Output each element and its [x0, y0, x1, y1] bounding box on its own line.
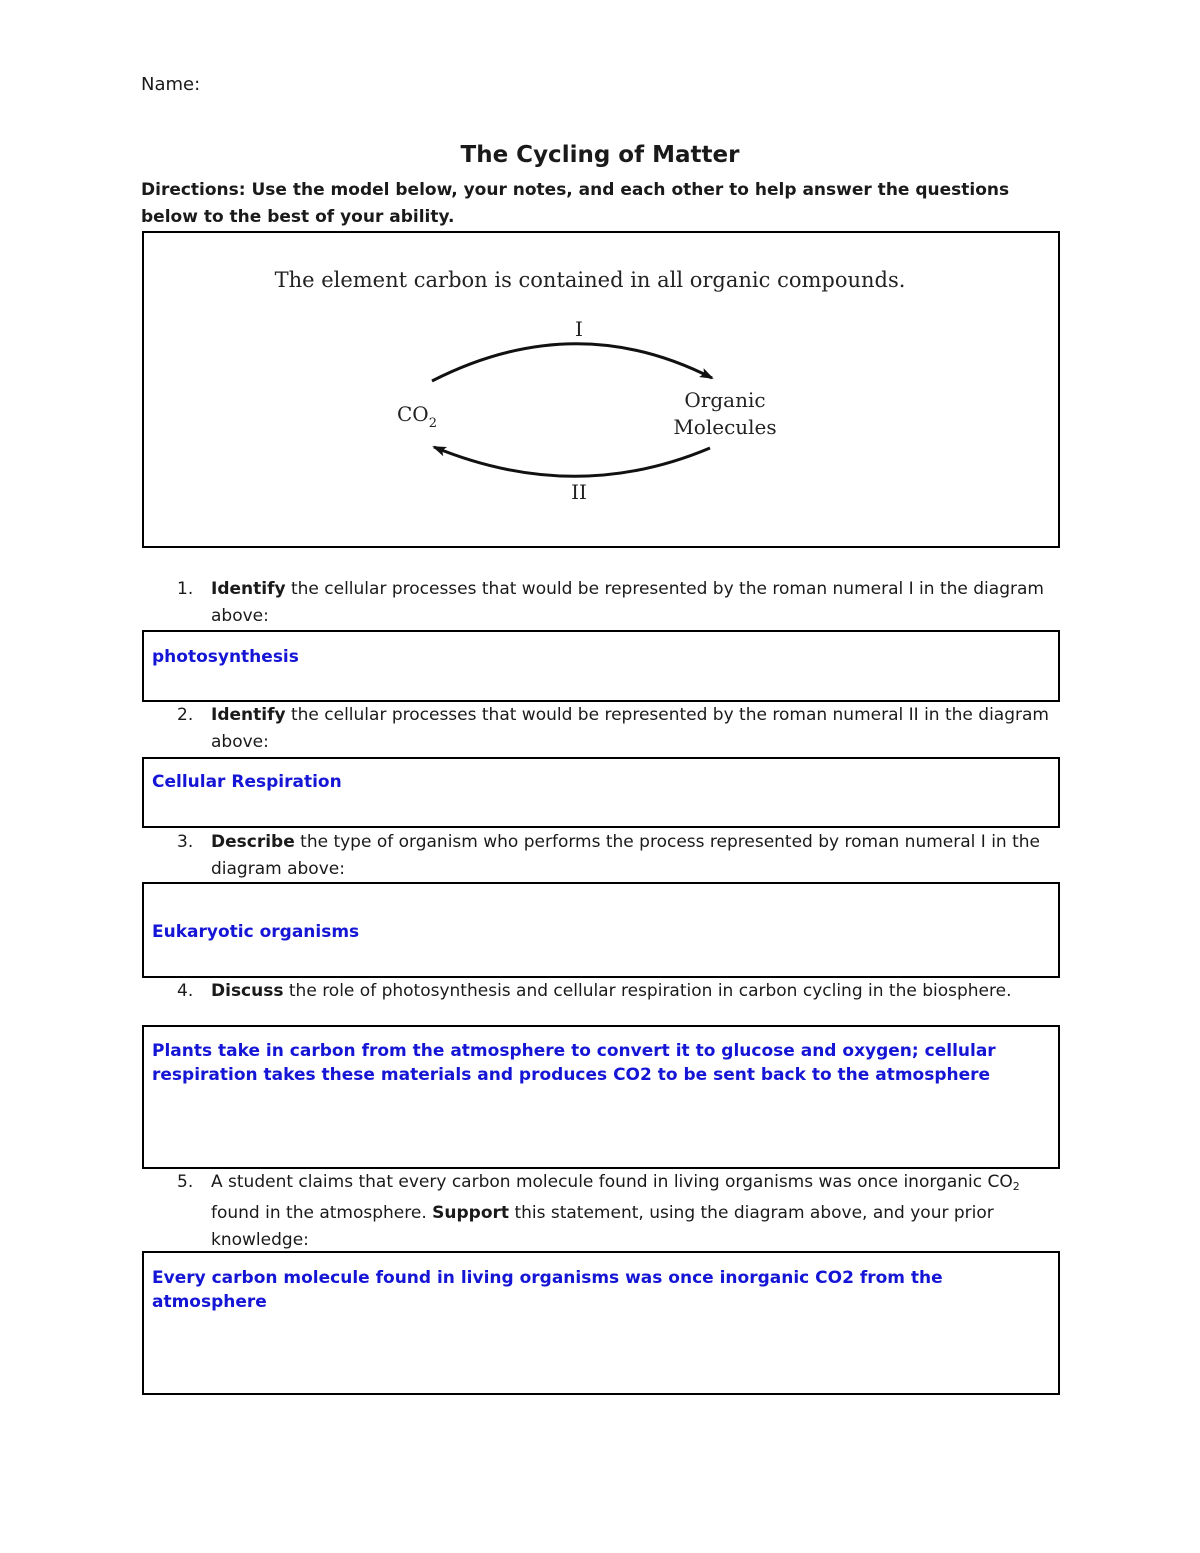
question-3	[141, 829, 1051, 883]
question-body-before: A student claims that every carbon molecule found in living organisms was once inorganic CO	[211, 1172, 1013, 1192]
question-body: the role of photosynthesis and cellular respiration in carbon cycling in the biosphere.	[288, 981, 1012, 1001]
answer-text: Cellular Respiration	[152, 772, 342, 792]
question-subscript: 2	[1012, 1180, 1020, 1193]
arrow-two	[434, 447, 710, 476]
answer-box-4[interactable]	[142, 1025, 1060, 1169]
question-number: 1.	[177, 579, 194, 599]
question-body-middle: found in the atmosphere.	[211, 1203, 427, 1223]
question-body: the type of organism who performs the process represented by roman numeral I in the diagram above:	[211, 832, 1040, 879]
question-body: the cellular processes that would be represented by the roman numeral I in the diagram above:	[211, 579, 1044, 626]
question-4	[141, 979, 1051, 1003]
question-2	[141, 702, 1051, 756]
arrow-one	[432, 344, 712, 381]
co2-subscript: 2	[428, 416, 437, 431]
label-roman-two: II	[571, 480, 587, 504]
question-text	[211, 829, 1051, 883]
question-text	[211, 702, 1051, 756]
question-verb: Support	[432, 1203, 510, 1223]
answer-box-1[interactable]	[142, 630, 1060, 702]
question-verb: Describe	[211, 832, 295, 852]
diagram-caption: The element carbon is contained in all organic compounds.	[274, 268, 906, 292]
co2-text: CO	[397, 402, 429, 426]
directions: Directions: Use the model below, your notes, and each other to help answer the questions below to the best of your ability.	[141, 180, 1010, 227]
question-body-after: this statement, using the diagram above, and your prior knowledge:	[211, 1203, 994, 1250]
name-label: Name:	[141, 74, 201, 95]
question-verb: Identify	[211, 579, 286, 599]
question-number: 3.	[177, 832, 194, 852]
question-body: the cellular processes that would be represented by the roman numeral II in the diagram above:	[211, 705, 1049, 752]
organic-label-line1: Organic	[684, 388, 766, 412]
question-1	[141, 576, 1051, 630]
question-text	[211, 979, 1051, 1003]
answer-text: Eukaryotic organisms	[152, 922, 360, 942]
label-roman-one: I	[575, 317, 583, 341]
question-number: 4.	[177, 981, 194, 1001]
question-verb: Discuss	[211, 981, 284, 1001]
answer-box-3[interactable]	[142, 882, 1060, 978]
answer-text: Plants take in carbon from the atmosphere to convert it to glucose and oxygen; cellular respiration takes these materials and produces CO2 to be sent back to the atmosphere	[152, 1041, 996, 1085]
page-title: The Cycling of Matter	[460, 142, 740, 168]
carbon-cycle-svg	[144, 233, 1058, 546]
answer-text: Every carbon molecule found in living organisms was once inorganic CO2 from the atmosphere	[152, 1268, 943, 1312]
answer-box-5[interactable]	[142, 1251, 1060, 1395]
co2-label	[397, 402, 437, 431]
question-number: 2.	[177, 705, 194, 725]
organic-label-line2: Molecules	[673, 415, 777, 439]
answer-box-2[interactable]	[142, 757, 1060, 828]
question-text	[211, 576, 1051, 630]
question-text	[211, 1169, 1051, 1254]
answer-text: photosynthesis	[152, 647, 299, 667]
carbon-cycle-diagram	[142, 231, 1060, 548]
question-5	[141, 1169, 1051, 1254]
question-number: 5.	[177, 1172, 194, 1192]
question-verb: Identify	[211, 705, 286, 725]
